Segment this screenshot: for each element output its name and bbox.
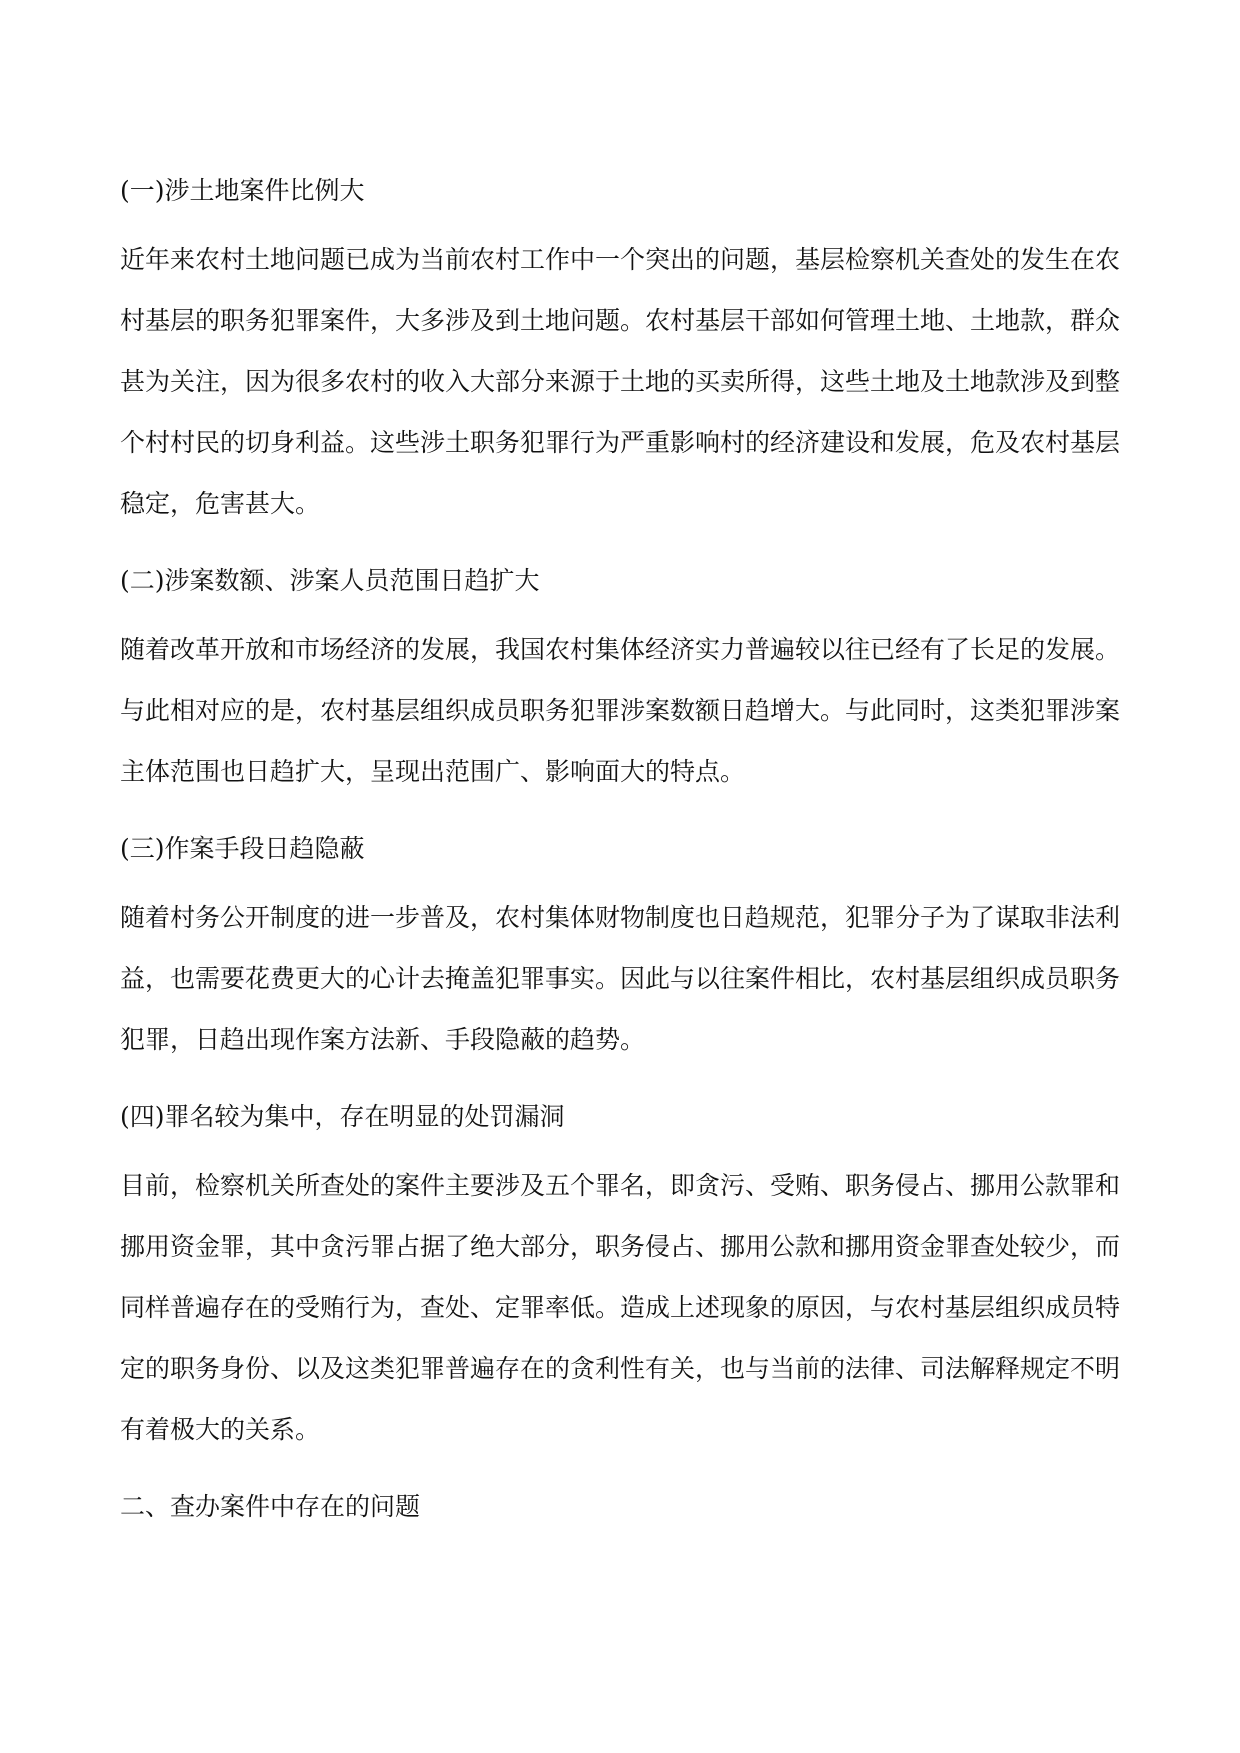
section-4-paragraph xyxy=(120,1155,1130,1460)
paragraph-line: 有着极大的关系。 xyxy=(120,1415,321,1444)
section-1-paragraph xyxy=(120,229,1130,534)
paragraph-line: 目前，检察机关所查处的案件主要涉及五个罪名，即贪污、受贿、职务侵占、挪用公款罪和 xyxy=(120,1171,1121,1200)
heading-text: (四)罪名较为集中，存在明显的处罚漏洞 xyxy=(120,1102,565,1131)
paragraph-line: 犯罪，日趋出现作案方法新、手段隐蔽的趋势。 xyxy=(120,1025,646,1054)
section-4-heading xyxy=(120,1086,1130,1147)
paragraph-line: 益，也需要花费更大的心计去掩盖犯罪事实。因此与以往案件相比，农村基层组织成员职务 xyxy=(120,964,1121,993)
section-2-heading xyxy=(120,550,1130,611)
paragraph-line: 甚为关注，因为很多农村的收入大部分来源于土地的买卖所得，这些土地及土地款涉及到整 xyxy=(120,367,1121,396)
paragraph-line: 主体范围也日趋扩大，呈现出范围广、影响面大的特点。 xyxy=(120,757,746,786)
heading-text: (二)涉案数额、涉案人员范围日趋扩大 xyxy=(120,566,540,595)
part-two-heading xyxy=(120,1476,1130,1537)
paragraph-line: 村基层的职务犯罪案件，大多涉及到土地问题。农村基层干部如何管理土地、土地款，群众 xyxy=(120,306,1121,335)
paragraph-line: 随着村务公开制度的进一步普及，农村集体财物制度也日趋规范，犯罪分子为了谋取非法利 xyxy=(120,903,1121,932)
paragraph-line: 个村村民的切身利益。这些涉土职务犯罪行为严重影响村的经济建设和发展，危及农村基层 xyxy=(120,428,1121,457)
section-2-paragraph xyxy=(120,619,1130,802)
paragraph-line: 同样普遍存在的受贿行为，查处、定罪率低。造成上述现象的原因，与农村基层组织成员特 xyxy=(120,1293,1121,1322)
paragraph-line: 稳定，危害甚大。 xyxy=(120,489,321,518)
paragraph-line: 近年来农村土地问题已成为当前农村工作中一个突出的问题，基层检察机关查处的发生在农 xyxy=(120,245,1121,274)
heading-text: 二、查办案件中存在的问题 xyxy=(120,1492,421,1521)
section-1-heading xyxy=(120,160,1130,221)
paragraph-line: 定的职务身份、以及这类犯罪普遍存在的贪利性有关，也与当前的法律、司法解释规定不明 xyxy=(120,1354,1121,1383)
section-3-paragraph xyxy=(120,887,1130,1070)
paragraph-line: 与此相对应的是，农村基层组织成员职务犯罪涉案数额日趋增大。与此同时，这类犯罪涉案 xyxy=(120,696,1121,725)
paragraph-line: 随着改革开放和市场经济的发展，我国农村集体经济实力普遍较以往已经有了长足的发展。 xyxy=(120,635,1121,664)
heading-text: (三)作案手段日趋隐蔽 xyxy=(120,834,365,863)
section-3-heading xyxy=(120,818,1130,879)
heading-text: (一)涉土地案件比例大 xyxy=(120,176,365,205)
paragraph-line: 挪用资金罪，其中贪污罪占据了绝大部分，职务侵占、挪用公款和挪用资金罪查处较少，而 xyxy=(120,1232,1121,1261)
